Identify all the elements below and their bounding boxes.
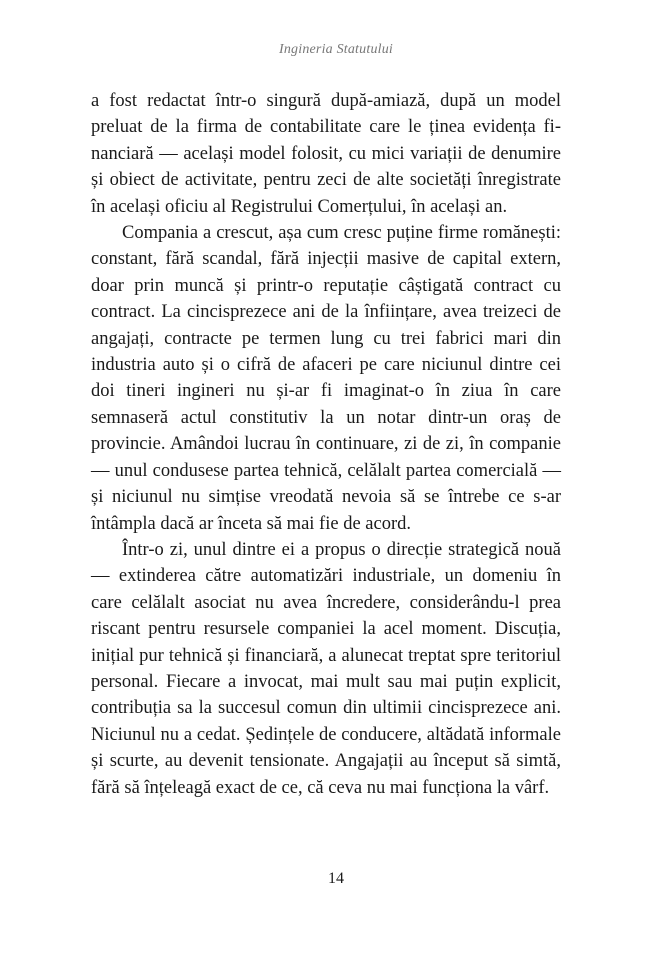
page-number: 14 xyxy=(328,870,344,887)
running-header-title: Ingineria Statutului xyxy=(278,42,394,57)
paragraph-strategic-conflict: Într-o zi, unul dintre ei a propus o direcție strategică nouă — extinderea către automatizări industriale, un domeniu în care celălalt asociat nu avea încredere, considerându-l prea riscant pentru resursele companiei la acel moment. Discuția, inițial pur tehnică și financiară, a alunecat treptat spre teritoriul personal. Fiecare a invocat, mai mult sau mai puțin explicit, contribuția sa la succesul comun din ultimii cincisprezece ani. Niciunul nu a cedat. Ședințele de conducere, altădată informale și scurte, au devenit tensionate. Angajații au început să simtă, fără să înțeleagă exact de ce, că ceva nu mai funcționa la vârf. xyxy=(91,539,561,798)
paragraph-continuation: a fost redactat într-o singură după-amiază, după un model preluat de la firma de contabilitate care le ținea evidența financiară — același model folosit, cu mici variații de denumire și obiect de activitate, pentru zeci de alte societăți înregistrate în același oficiu al Registrului Comerțului, în același an. xyxy=(91,91,561,217)
body-text xyxy=(91,88,561,801)
paragraph-company-growth: Compania a crescut, așa cum cresc puține firme romănești: constant, fără scandal, fără injecții masive de capital extern, doar prin muncă și printr-o reputație câștigată contract cu contract. La cincisprezece ani de la înființare, avea treizeci de angajați, contracte pe termen lung cu trei fabrici mari din industria auto și o cifră de afaceri pe care niciunul dintre cei doi tineri ingineri nu și-ar fi imaginat-o în ziua în care semnaseră actul constitutiv la un notar dintr-un oraș de provincie. Amândoi lucrau în continuare, zi de zi, în companie — unul condusese partea tehnică, celălalt partea comercială — și niciunul nu simțise vreodată nevoia să se întrebe ce s-ar întâmpla dacă ar înceta să mai fie de acord. xyxy=(91,223,561,534)
